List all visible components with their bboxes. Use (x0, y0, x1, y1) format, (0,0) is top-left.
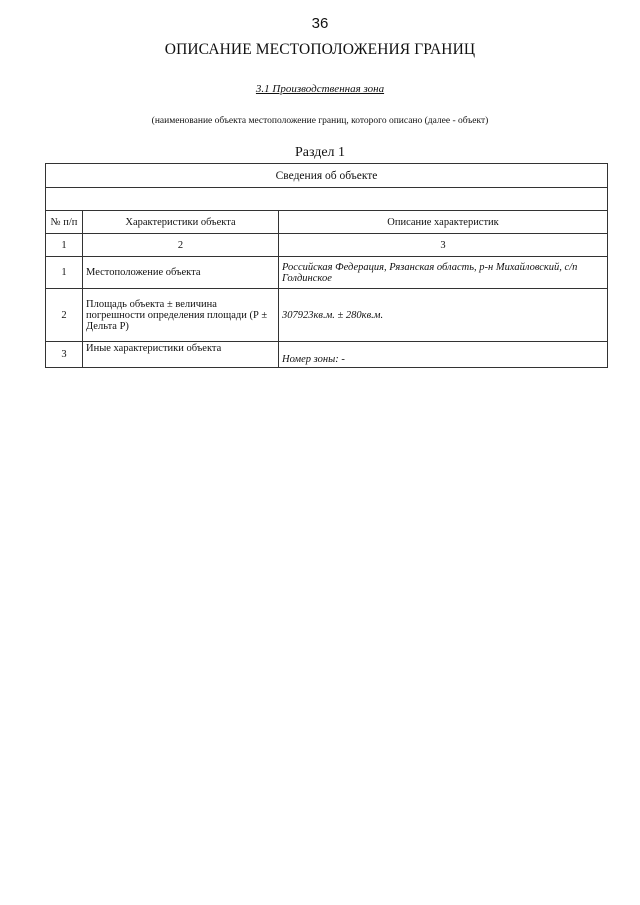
row-number: 1 (46, 257, 83, 289)
object-info-table (45, 163, 608, 368)
table-header: Сведения об объекте (46, 164, 608, 188)
document-title: ОПИСАНИЕ МЕСТОПОЛОЖЕНИЯ ГРАНИЦ (164, 41, 476, 58)
row-characteristic: Местоположение объекта (83, 257, 279, 289)
row-number: 3 (46, 342, 83, 368)
row-characteristic: Иные характеристики объекта (83, 342, 279, 368)
page-number: 36 (311, 15, 329, 32)
row-description: Российская Федерация, Рязанская область, р-н Михайловский, с/п Голдинское (279, 257, 608, 289)
column-number: 3 (279, 234, 608, 257)
zone-caption: (наименование объекта местоположение границ, которого описано (далее - объект) (151, 116, 489, 126)
row-number: 2 (46, 289, 83, 342)
row-description (279, 342, 608, 368)
column-number: 2 (83, 234, 279, 257)
column-header-number: № п/п (46, 211, 83, 234)
column-number: 1 (46, 234, 83, 257)
column-header-description: Описание характеристик (279, 211, 608, 234)
zone-name: 3.1 Производственная зона (255, 83, 385, 95)
column-number-row (46, 234, 608, 257)
column-header-characteristic: Характеристики объекта (83, 211, 279, 234)
table-row (46, 342, 608, 368)
row-description: 307923кв.м. ± 280кв.м. (279, 289, 608, 342)
table-empty-row (46, 188, 608, 211)
row-characteristic: Площадь объекта ± величина погрешности определения площади (Р ± Дельта Р) (83, 289, 279, 342)
column-header-row (46, 211, 608, 234)
table-row (46, 289, 608, 342)
table-row (46, 257, 608, 289)
row-description-text: Номер зоны: - (282, 354, 345, 365)
section-title: Раздел 1 (294, 145, 346, 160)
